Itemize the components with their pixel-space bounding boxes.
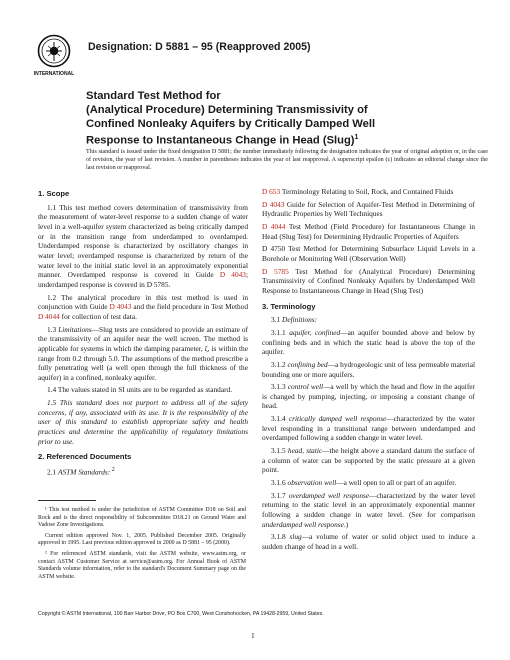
definition-text: —an aquifer bounded above and below by confining beds and in which the static head is above the top of the aquifer. [262, 327, 475, 357]
title-line-3: Confined Nonleaky Aquifers by Critically Damped Well [86, 117, 376, 130]
paragraph-2-1 [38, 466, 248, 477]
logo-wordmark: INTERNATIONAL [33, 71, 75, 77]
limitations-label: Limitations [58, 324, 92, 334]
paragraph-number: 3.1.7 [271, 490, 289, 500]
paragraph-number: 3.1.3 [271, 382, 288, 392]
astm-logo-icon [33, 34, 75, 78]
designation: Designation: D 5881 – 95 (Reapproved 2005) [88, 41, 311, 53]
footnote-mark: 2 [110, 467, 115, 474]
definition-text: —a well open to all or part of an aquifer. [336, 478, 457, 488]
footnote-1: ¹ This test method is under the jurisdiction of ASTM Committee D18 on Soil and Rock and is the direct responsibility of Subcommittee D18.21 on Ground Water and Vadose Zone Investigations. [38, 507, 246, 529]
definition-3-1-6 [262, 478, 475, 488]
paragraph-1-1-text: 1.1 This test method covers determination of transmissivity from the measurement of water-level response to a sudden change of water level in a well-aquifer system characterized as being critically damped or in the transition range from underdamped to overdamped. Underdamped response is characterized by oscillatory changes in water level; overdamped response is characterized by return of the water level to the initial static level in an approximately exponential manner. Overdamped response is covered in Guide [38, 202, 248, 280]
term: critically damped well response [288, 414, 387, 424]
issuance-notice: This standard is issued under the fixed designation D 5881; the number immediately following the designation indicates the year of original adoption or, in the case of revision, the year of last revision. A number in parentheses indicates the year of last reapproval. A superscript epsilon (ε) indicates an editorial change since the last revision or reapproval. [86, 149, 488, 172]
copyright-notice: Copyright © ASTM International, 100 Barr Harbor Drive, PO Box C700, West Conshohocken, PA 19428-2959, United States. [38, 611, 324, 617]
paragraph-3-1 [262, 315, 475, 325]
reference-title: Test Method (Field Procedure) for Instantaneous Change in Head (Slug Test) for Determining Hydraulic Properties of Aquifers [262, 221, 476, 241]
reference-title: Guide for Selection of Aquifer-Test Method in Determining of Hydraulic Properties by Well Techniques [262, 199, 475, 219]
term: aquifer, confined [289, 327, 341, 337]
paragraph-1-5: 1.5 This standard does not purport to address all of the safety concerns, if any, associated with its use. It is the responsibility of the user of this standard to establish appropriate safety and health practices and determine the applicability of regulatory limitations prior to use. [38, 398, 248, 446]
title-footnote-mark: 1 [354, 134, 359, 142]
paragraph-1-2-text: 1.2 The analytical procedure in this test method is used in conjunction with Guide [38, 292, 248, 312]
paragraph-1-3 [38, 325, 248, 383]
definition-3-1-5 [262, 446, 475, 475]
link-d4044[interactable]: D 4044 [38, 311, 60, 321]
document-title [86, 90, 486, 149]
paragraph-1-2-end: for collection of test data. [59, 311, 137, 321]
paragraph-number: 3.1.6 [271, 478, 288, 488]
link-d4043[interactable]: D 4043 [109, 302, 132, 312]
definition-text: —a volume of water or solid object used to induce a sudden change of head in a well. [262, 532, 475, 551]
footnote-1-edition: Current edition approved Nov. 1, 2005. Published December 2005. Originally approved in 1995. Last previous edition approved in 2000 as D 5881 – 95 (2000). [38, 532, 246, 547]
paragraph-1-1-end: ; underdamped response is covered in D 5785. [38, 270, 249, 289]
reference-item [262, 267, 475, 296]
term: slug [289, 532, 302, 542]
reference-title: Terminology Relating to Soil, Rock, and Contained Fluids [280, 187, 454, 196]
footnote-2-end: volume information, refer to the standard's Document Summary page on the ASTM website. [38, 566, 246, 580]
paragraph-number: 3.1.5 [271, 446, 288, 456]
paragraph-number: 3.1.1 [271, 327, 290, 337]
definition-3-1-3 [262, 382, 475, 411]
reference-id-d4750: D 4750 [262, 244, 286, 254]
link-d4044[interactable]: D 4044 [262, 221, 286, 231]
link-d5785[interactable]: D 5785 [262, 266, 289, 276]
definition-text: —characterized by the water level returning to the static level in an approximately exponential manner following a sudden change in water level. (See for comparison [262, 490, 475, 520]
term: confining bed [287, 359, 328, 369]
paragraph-1-2-mid: and the field procedure in Test Method [131, 302, 249, 312]
paragraph-1-2 [38, 293, 248, 322]
reference-item [262, 222, 475, 241]
page-number: 1 [251, 631, 255, 640]
definition-3-1-4 [262, 414, 475, 443]
term: overdamped well response [288, 490, 370, 500]
paragraph-number: 3.1 [271, 315, 283, 325]
definitions-label: Definitions: [282, 315, 318, 325]
definition-text: —characterized by the water level responding in a transitional range between underdamped and overdamped following a sudden change in water level. [262, 414, 475, 443]
footnotes [38, 500, 246, 584]
definition-3-1-1 [262, 328, 475, 357]
section-heading-scope: 1. Scope [38, 189, 70, 198]
footnote-2-book-title: Annual Book of ASTM Standards [38, 558, 246, 573]
definition-text: —a well by which the head and flow in the aquifer is changed by pumping, injecting, or imposing a constant change of head. [262, 382, 475, 411]
definition-end: .) [343, 519, 349, 529]
right-column [262, 187, 475, 555]
footnote-2-text: ² For referenced ASTM standards, visit the ASTM website, www.astm.org, or contact ASTM Customer Service at service@astm.org. For [38, 550, 246, 565]
footnote-2 [38, 551, 246, 581]
term: head, static [287, 446, 323, 456]
title-line-1: Standard Test Method for [86, 90, 221, 102]
title-line-4 [86, 131, 486, 149]
paragraph-number: 3.1.2 [271, 359, 288, 369]
astm-standards-label: ASTM Standards: [58, 467, 111, 477]
link-d653[interactable]: D 653 [262, 187, 281, 196]
paragraph-1-1 [38, 203, 248, 290]
paragraph-number: 2.1 [47, 467, 59, 477]
definition-text: —a hydrogeologic unit of less permeable material bounding one or more aquifers. [262, 359, 475, 379]
reference-item [262, 200, 475, 219]
definition-3-1-2 [262, 360, 475, 379]
paragraph-number: 3.1.8 [271, 532, 290, 542]
paragraph-1-4: 1.4 The values stated in SI units are to be regarded as standard. [47, 385, 233, 395]
section-heading-referenced-documents: 2. Referenced Documents [38, 452, 132, 462]
reference-title: Test Method for Determining Subsurface Liquid Levels in a Borehole or Monitoring Well (Observation Well) [262, 244, 475, 263]
reference-item [262, 187, 475, 197]
reference-title: Test Method for (Analytical Procedure) Determining Transmissivity of Confined Nonleaky Aquifers by Underdamped Well Response to Instantaneous Change in Head (Slug Test) [262, 266, 475, 295]
section-heading-terminology: 3. Terminology [262, 301, 316, 311]
title-line-4-text: Response to Instantaneous Change in Head (Slug) [86, 135, 355, 148]
definition-text: —the height above a standard datum the surface of a column of water can be supported by the static pressure at a given point. [262, 446, 475, 475]
link-d4043[interactable]: D 4043 [262, 199, 285, 209]
paragraph-1-3-text: —Slug tests are considered to provide an estimate of the transmissivity of an aquifer near the well screen. The method is applicable for systems in which the damping parameter, ζ, is within the range from 0.2 through 5.0. The assumptions of the method prescribe a fully penetrating well (a well open through the full thickness of the aquifer) in a confined, nonleaky aquifer. [38, 324, 248, 382]
link-d4043[interactable]: D 4043 [219, 270, 246, 280]
footnote-divider [38, 500, 96, 501]
definition-3-1-7 [262, 491, 475, 530]
left-column [38, 183, 248, 480]
reference-item [262, 244, 475, 263]
definition-3-1-8 [262, 532, 475, 551]
paragraph-number: 1.3 [47, 324, 59, 334]
paragraph-number: 3.1.4 [271, 414, 289, 424]
title-line-2: (Analytical Procedure) Determining Transmissivity of [86, 103, 368, 116]
term: control well [287, 382, 324, 392]
cross-reference: underdamped well response [262, 519, 344, 529]
referenced-standards-list [262, 187, 475, 296]
term: observation well [287, 478, 337, 488]
